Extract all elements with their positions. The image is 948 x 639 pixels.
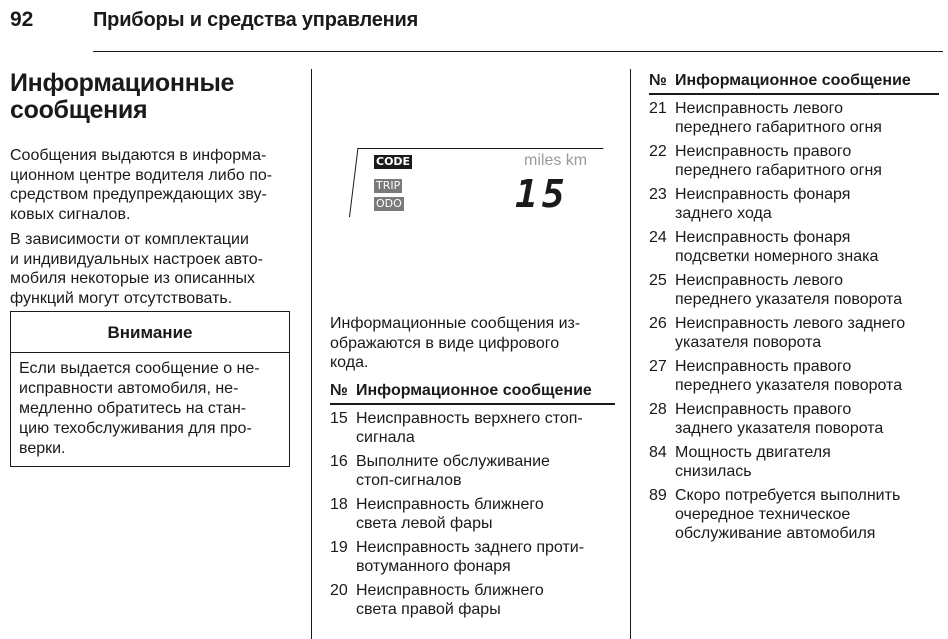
column-divider-1 [311,69,312,639]
column-number-header: № [330,381,348,399]
page-number: 92 [10,8,34,31]
column-divider-2 [630,69,631,639]
message-code: 16 [330,452,348,470]
table-row [649,99,939,137]
message-text: Неисправность левого переднего габаритного огня [675,100,882,136]
table-header [330,379,615,405]
table-row [649,357,939,395]
message-text: Скоро потребуется выполнить очередное техническое обслуживание автомобиля [675,487,901,542]
table-row [330,409,615,447]
message-text: Неисправность правого переднего указателя поворота [675,358,903,394]
page-header [0,0,948,52]
message-code: 24 [649,229,667,246]
message-code: 18 [330,495,348,513]
display-odo-label: ODO [376,197,402,210]
table-header [649,69,939,95]
table-row [330,495,615,533]
message-code: 27 [649,358,667,375]
table-row [330,538,615,576]
message-code: 15 [330,409,348,427]
message-code: 89 [649,487,667,504]
table-row [330,581,615,619]
message-code: 84 [649,444,667,461]
display-code-label: CODE [376,155,411,168]
table-row [649,486,939,543]
table-row [649,400,939,438]
intro-column [10,70,292,308]
message-text: Неисправность фонаря заднего хода [675,186,851,222]
message-code: 28 [649,401,667,418]
intro-paragraph-2: В зависимости от комплектации и индивидуальных настроек авто- мобиля некоторые из описанных функций могут отсутствовать. [10,231,263,307]
header-divider [93,51,943,52]
message-text: Неисправность верхнего стоп- сигнала [356,409,583,446]
message-text: Выполните обслуживание стоп-сигналов [356,452,550,489]
table-row [649,271,939,309]
message-text: Неисправность правого заднего указателя поворота [675,401,884,437]
warning-heading: Внимание [11,312,289,353]
display-trip-label: TRIP [376,179,401,192]
column-message-header: Информационное сообщение [675,72,911,89]
section-title [10,70,292,124]
message-code: 25 [649,272,667,289]
message-code: 22 [649,143,667,160]
page-title: Приборы и средства управления [93,9,419,31]
warning-text: Если выдается сообщение о не- исправности автомобиля, не- медленно обратитесь на стан- цию техобслуживания для про- верки. [19,360,260,457]
message-text: Неисправность левого переднего указателя поворота [675,272,903,308]
table-row [649,443,939,481]
column-message-header: Информационное сообщение [356,381,592,399]
message-text: Мощность двигателя снизилась [675,444,831,480]
message-text: Неисправность заднего проти- вотуманного фонаря [356,538,585,575]
message-text: Неисправность правого переднего габаритного огня [675,143,882,179]
table-row [649,314,939,352]
message-code: 26 [649,315,667,332]
intro-code-paragraph: Информационные сообщения из- ображаются в виде цифрового кода. [330,315,581,371]
section-title-line-1: Информационные [10,69,235,97]
intro-paragraph-1: Сообщения выдаются в информа- ционном центре водителя либо по- средством предупреждающих зву- ковых сигналов. [10,147,273,223]
warning-box [10,311,290,467]
message-code: 21 [649,100,667,117]
message-code: 23 [649,186,667,203]
message-text: Неисправность ближнего света правой фары [356,581,544,618]
display-code-value: 15 [515,172,569,216]
table-row [649,142,939,180]
message-text: Неисправность фонаря подсветки номерного знака [675,229,879,265]
table-row [330,452,615,490]
table-row [649,228,939,266]
display-units: miles km [524,152,588,169]
message-text: Неисправность левого заднего указателя поворота [675,315,906,351]
message-text: Неисправность ближнего света левой фары [356,495,544,532]
section-title-line-2: сообщения [10,96,148,124]
info-display-illustration [343,143,603,223]
column-number-header: № [649,72,667,89]
table-row [649,185,939,223]
message-table-left [330,314,615,619]
message-code: 19 [330,538,348,556]
message-code: 20 [330,581,348,599]
message-table-right [649,69,939,543]
